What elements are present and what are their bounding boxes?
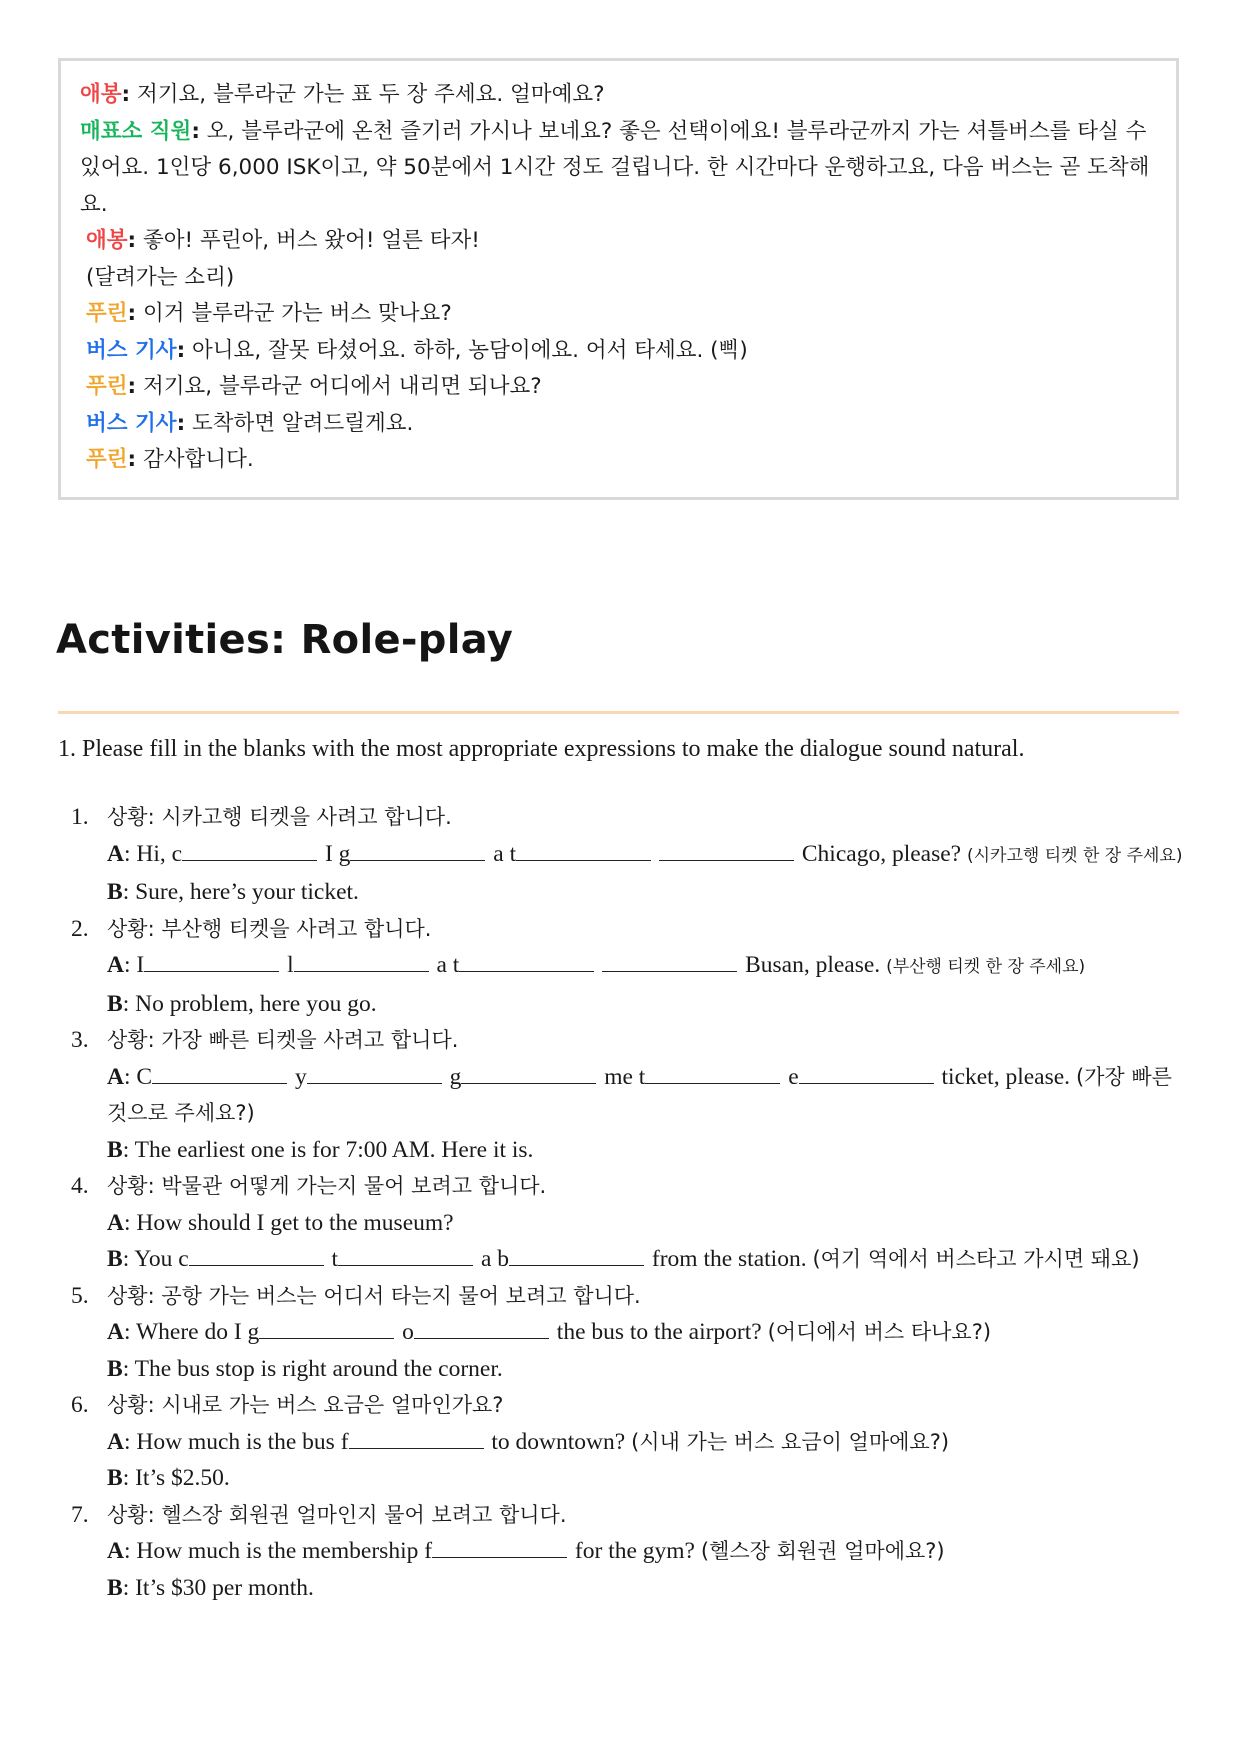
speaker-name: 푸린 <box>86 301 128 326</box>
blank-field[interactable] <box>259 1316 394 1339</box>
sentence-fragment: Hi, c <box>136 840 183 867</box>
sentence-fragment: for the gym? <box>569 1538 701 1564</box>
sentence-fragment: C <box>136 1063 153 1090</box>
korean-hint: (헬스장 회원권 얼마에요?) <box>700 1539 945 1563</box>
sentence-fragment: me t <box>598 1063 646 1090</box>
speaker-b-label: B <box>107 1465 123 1491</box>
dialogue-text: 오, 블루라군에 온천 즐기러 가시나 보네요? 좋은 선택이에요! 블루라군까지 가는 셔틀버스를 타실 수 있어요. 1인당 6,000 ISK이고, 약 50분에서 1시간 정도 걸립니다. 한 시간마다 운행하고요, 다음 버스는 곧 도착해요. <box>80 118 1150 217</box>
blank-field[interactable] <box>799 1061 934 1084</box>
exercise-item <box>58 1278 1183 1388</box>
sentence-fragment: a b <box>475 1246 510 1272</box>
sentence-fragment: Where do I g <box>135 1319 260 1345</box>
speaker-a-label: A <box>107 952 124 978</box>
sentence-fragment: o <box>396 1319 414 1345</box>
item-number: 3. <box>71 1027 89 1053</box>
dialogue-text: 감사합니다. <box>136 447 254 472</box>
response-text: It’s $2.50. <box>135 1465 230 1491</box>
dialogue-line: 애봉: 좋아! 푸린아, 버스 왔어! 얼른 타자! <box>86 228 480 253</box>
blank-field[interactable] <box>349 1426 484 1449</box>
blank-field[interactable] <box>307 1061 442 1084</box>
response-text: The bus stop is right around the corner. <box>134 1355 503 1382</box>
dialogue-box <box>58 58 1179 500</box>
item-number: 5. <box>71 1282 89 1309</box>
sentence-fragment: Chicago, please? <box>796 840 967 867</box>
stage-direction: (달려가는 소리) <box>86 264 235 290</box>
sentence-fragment: How much is the membership f <box>136 1538 433 1564</box>
line-b: B: The earliest one is for 7:00 AM. Here it is. <box>107 1136 534 1163</box>
line-a: A: Where do I g o the bus to the airport? (어디에서 버스 타나요?) <box>107 1314 1183 1351</box>
response-text: Sure, here’s your ticket. <box>135 879 359 905</box>
dialogue-text: 저기요, 블루라군 어디에서 내리면 되나요? <box>136 374 542 399</box>
line-b: B: No problem, here you go. <box>107 990 377 1017</box>
exercise-item <box>58 1168 1183 1278</box>
line-b: B: The bus stop is right around the corner. <box>107 1355 503 1382</box>
speaker-b-label: B <box>107 1355 123 1382</box>
speaker-a-label: A <box>107 1428 124 1455</box>
blank-field[interactable] <box>350 838 485 861</box>
exercise-item <box>58 1022 1183 1168</box>
korean-hint: (가장 빠른 것으로 주세요?) <box>107 1064 1172 1125</box>
dialogue-text: 아니요, 잘못 타셨어요. 하하, 농담이에요. 어서 타세요. (삑) <box>185 337 748 363</box>
korean-hint: (시내 가는 버스 요금이 얼마에요?) <box>631 1429 950 1454</box>
blank-field[interactable] <box>414 1316 549 1339</box>
question-text: How should I get to the museum? <box>136 1209 454 1236</box>
blank-field[interactable] <box>602 949 737 972</box>
line-a: A: How much is the membership f for the gym? (헬스장 회원권 얼마에요?) <box>107 1533 1183 1570</box>
sentence-fragment: Busan, please. <box>739 952 887 978</box>
situation-text: 상황: 헬스장 회원권 얼마인지 물어 보려고 합니다. <box>107 1502 567 1527</box>
sentence-fragment: a t <box>487 840 517 867</box>
sentence-fragment: to downtown? <box>485 1428 632 1455</box>
situation-text: 상황: 시카고행 티켓을 사려고 합니다. <box>107 805 452 829</box>
dialogue-line: 푸린: 감사합니다. <box>86 447 254 472</box>
sentence-fragment: e <box>782 1063 799 1090</box>
speaker-name: 푸린 <box>86 447 128 472</box>
dialogue-text: 좋아! 푸린아, 버스 왔어! 얼른 타자! <box>136 228 480 253</box>
korean-hint: (부산행 티켓 한 장 주세요) <box>886 957 1086 977</box>
sentence-fragment: How much is the bus f <box>136 1428 349 1455</box>
korean-hint: (어디에서 버스 타나요?) <box>767 1320 992 1344</box>
speaker-a-label: A <box>107 1063 124 1090</box>
speaker-b-label: B <box>107 1246 123 1272</box>
sentence-fragment: I g <box>319 840 351 867</box>
exercise-item <box>58 1497 1183 1607</box>
blank-field[interactable] <box>182 838 317 861</box>
dialogue-text: 저기요, 블루라군 가는 표 두 장 주세요. 얼마예요? <box>130 82 605 107</box>
sentence-fragment: l <box>281 952 294 978</box>
blank-field[interactable] <box>509 1243 644 1266</box>
sentence-fragment: ticket, please. <box>935 1063 1076 1090</box>
sentence-fragment: from the station. <box>646 1246 813 1272</box>
speaker-b-label: B <box>107 1574 123 1601</box>
line-b: B: It’s $2.50. <box>107 1465 230 1491</box>
korean-hint: (시카고행 티켓 한 장 주세요) <box>966 845 1183 866</box>
item-number: 7. <box>71 1501 89 1528</box>
situation-text: 상황: 공항 가는 버스는 어디서 타는지 물어 보려고 합니다. <box>107 1283 641 1308</box>
line-b: B: Sure, here’s your ticket. <box>107 879 359 905</box>
item-number: 2. <box>71 915 89 942</box>
line-a: A: Hi, c I g a t Chicago, please? (시카고행 티켓 한 장 주세요) <box>107 836 1183 875</box>
sentence-fragment: g <box>443 1063 462 1090</box>
dialogue-line: 푸린: 이거 블루라군 가는 버스 맞나요? <box>86 301 452 326</box>
instruction-text: 1. Please fill in the blanks with the most appropriate expressions to make the dialogue sound natural. <box>58 736 1025 762</box>
speaker-name: 애봉 <box>86 228 128 253</box>
speaker-b-label: B <box>107 990 123 1017</box>
exercise-item <box>58 799 1183 911</box>
item-number: 4. <box>71 1173 89 1199</box>
blank-field[interactable] <box>645 1061 780 1084</box>
dialogue-text: 도착하면 알려드릴게요. <box>185 410 414 436</box>
item-number: 1. <box>71 804 89 830</box>
situation-text: 상황: 박물관 어떻게 가는지 물어 보려고 합니다. <box>107 1174 547 1198</box>
dialogue-line: 버스 기사: 도착하면 알려드릴게요. <box>86 410 414 436</box>
speaker-name: 매표소 직원 <box>80 118 192 144</box>
speaker-a-label: A <box>107 840 124 867</box>
item-number: 6. <box>71 1392 89 1418</box>
speaker-name: 버스 기사 <box>86 410 177 436</box>
sentence-fragment: y <box>289 1063 307 1090</box>
blank-field[interactable] <box>432 1535 567 1558</box>
speaker-name: 버스 기사 <box>86 337 177 363</box>
response-text: It’s $30 per month. <box>135 1574 314 1601</box>
dialogue-line: 버스 기사: 아니요, 잘못 타셨어요. 하하, 농담이에요. 어서 타세요. (삑) <box>86 337 748 363</box>
line-b: B: It’s $30 per month. <box>107 1574 314 1601</box>
blank-field[interactable] <box>144 949 279 972</box>
dialogue-line: 매표소 직원: 오, 블루라군에 온천 즐기러 가시나 보네요? 좋은 선택이에요! 블루라군까지 가는 셔틀버스를 타실 수 있어요. 1인당 6,000 ISK이고, 약 50분에서 1시간 정도 걸립니다. 한 시간마다 운행하고요, 다음 버스는 곧 도착해요. <box>80 118 1150 217</box>
section-title: Activities: Role-play <box>56 617 514 663</box>
dialogue-line: 애봉: 저기요, 블루라군 가는 표 두 장 주세요. 얼마예요? <box>80 82 605 107</box>
dialogue-line: 푸린: 저기요, 블루라군 어디에서 내리면 되나요? <box>86 374 542 399</box>
line-a: A: How much is the bus f to downtown? (시내 가는 버스 요금이 얼마에요?) <box>107 1424 1183 1461</box>
blank-field[interactable] <box>516 838 651 861</box>
line-a: A: C y g me t e ticket, please. (가장 빠른 것으로 주세요?) <box>107 1059 1183 1132</box>
sentence-fragment: t <box>325 1246 339 1272</box>
response-text: The earliest one is for 7:00 AM. Here it is. <box>134 1136 534 1163</box>
blank-field[interactable] <box>461 1061 596 1084</box>
speaker-a-label: A <box>107 1538 124 1564</box>
situation-text: 상황: 부산행 티켓을 사려고 합니다. <box>107 916 432 941</box>
speaker-b-label: B <box>107 1136 123 1163</box>
speaker-name: 애봉 <box>80 82 122 107</box>
sentence-fragment: the bus to the airport? <box>550 1319 768 1345</box>
dialogue-text: 이거 블루라군 가는 버스 맞나요? <box>136 301 452 326</box>
sentence-fragment: You c <box>134 1246 189 1272</box>
blank-field[interactable] <box>338 1243 473 1266</box>
speaker-a-label: A <box>107 1319 124 1345</box>
korean-hint: (여기 역에서 버스타고 가시면 돼요) <box>812 1247 1140 1271</box>
exercise-item <box>58 911 1183 1023</box>
speaker-b-label: B <box>107 879 123 905</box>
sentence-fragment: I <box>136 952 145 978</box>
blank-field[interactable] <box>294 949 429 972</box>
line-a: A: I l a t Busan, please. (부산행 티켓 한 장 주세요) <box>107 947 1183 986</box>
exercise-list <box>58 799 1183 1606</box>
line-a: A: How should I get to the museum? <box>107 1209 454 1236</box>
blank-field[interactable] <box>459 949 594 972</box>
situation-text: 상황: 가장 빠른 티켓을 사려고 합니다. <box>107 1028 459 1052</box>
line-b: B: You c t a b from the station. (여기 역에서 버스타고 가시면 돼요) <box>107 1241 1183 1278</box>
blank-field[interactable] <box>189 1243 324 1266</box>
situation-text: 상황: 시내로 가는 버스 요금은 얼마인가요? <box>107 1393 504 1417</box>
exercise-item <box>58 1387 1183 1497</box>
section-divider <box>58 711 1179 714</box>
response-text: No problem, here you go. <box>135 990 377 1017</box>
speaker-name: 푸린 <box>86 374 128 399</box>
blank-field[interactable] <box>152 1061 287 1084</box>
speaker-a-label: A <box>107 1209 124 1236</box>
sentence-fragment: a t <box>430 952 460 978</box>
blank-field[interactable] <box>659 838 794 861</box>
